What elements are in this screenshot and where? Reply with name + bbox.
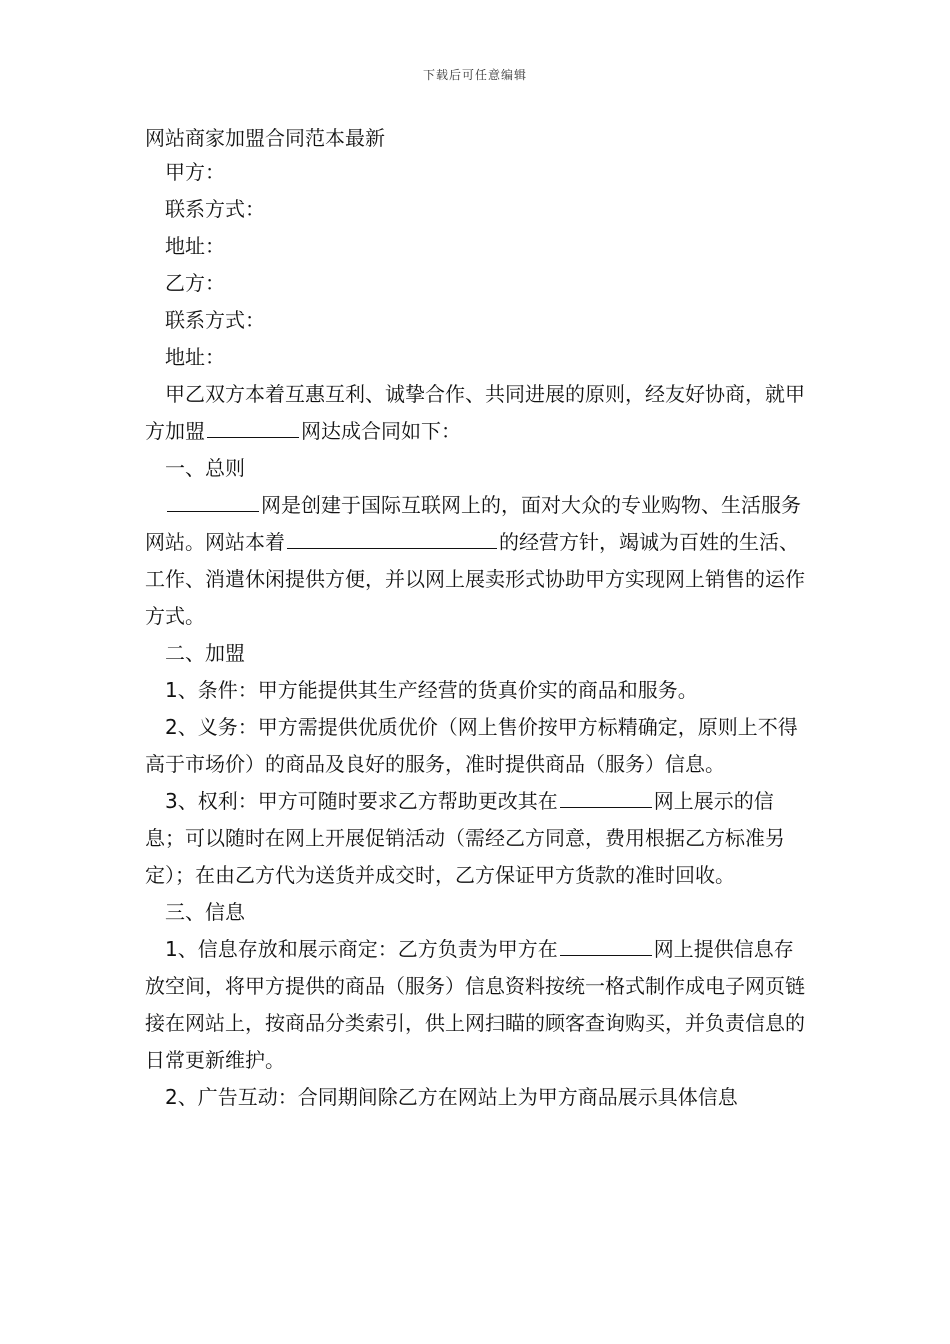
blank-line	[287, 528, 497, 549]
party-a-contact-label: 联系方式：	[165, 197, 265, 221]
section-2-item-3	[145, 783, 807, 894]
party-a-address-label: 地址：	[165, 234, 225, 258]
section-2-item-3-text-1: 3、权利：甲方可随时要求乙方帮助更改其在	[165, 789, 558, 813]
blank-line	[560, 935, 652, 956]
intro-text-2: 网达成合同如下：	[301, 419, 461, 443]
section-1-text-1: 网是创建于国际互联网上的，面对大众的专业购物、生活服务网站。网站本着	[145, 493, 801, 554]
party-b-address-label: 地址：	[165, 345, 225, 369]
document-body	[145, 122, 807, 1116]
intro-paragraph	[145, 376, 807, 450]
section-1-text-2: 的经营方针，竭诚为百姓的生活、工作、消遣休闲提供方便，并以网上展卖形式协助甲方实现网上销售的运作方式。	[145, 530, 805, 628]
blank-line	[167, 491, 259, 512]
blank-line	[560, 787, 652, 808]
page-header: 下载后可任意编辑	[422, 68, 527, 82]
party-b-contact-label: 联系方式：	[165, 308, 265, 332]
section-2-item-2: 2、义务：甲方需提供优质优价（网上售价按甲方标精确定，原则上不得高于市场价）的商品及良好的服务，准时提供商品（服务）信息。	[145, 715, 798, 776]
section-3-item-1-text-2: 网上提供信息存放空间，将甲方提供的商品（服务）信息资料按统一格式制作成电子网页链接在网站上，按商品分类索引，供上网扫瞄的顾客查询购买，并负责信息的日常更新维护。	[145, 937, 805, 1072]
section-2-item-1: 1、条件：甲方能提供其生产经营的货真价实的商品和服务。	[165, 678, 698, 702]
section-1-paragraph	[145, 487, 807, 635]
section-3-item-2: 2、广告互动：合同期间除乙方在网站上为甲方商品展示具体信息	[165, 1085, 738, 1109]
section-3-item-1-text-1: 1、信息存放和展示商定：乙方负责为甲方在	[165, 937, 558, 961]
section-2-heading: 二、加盟	[165, 641, 245, 665]
intro-text-1: 甲乙双方本着互惠互利、诚挚合作、共同进展的原则，经友好协商，就甲方加盟	[145, 382, 805, 443]
party-b-label: 乙方：	[165, 271, 225, 295]
blank-line	[207, 417, 299, 438]
section-2-item-3-text-2: 网上展示的信息；可以随时在网上开展促销活动（需经乙方同意，费用根据乙方标准另定）；在由乙方代为送货并成交时，乙方保证甲方货款的准时回收。	[145, 789, 785, 887]
section-1-heading: 一、总则	[165, 456, 245, 480]
party-a-label: 甲方：	[165, 160, 225, 184]
document-title: 网站商家加盟合同范本最新	[145, 126, 385, 150]
section-3-heading: 三、信息	[165, 900, 245, 924]
section-3-item-1	[145, 931, 807, 1079]
